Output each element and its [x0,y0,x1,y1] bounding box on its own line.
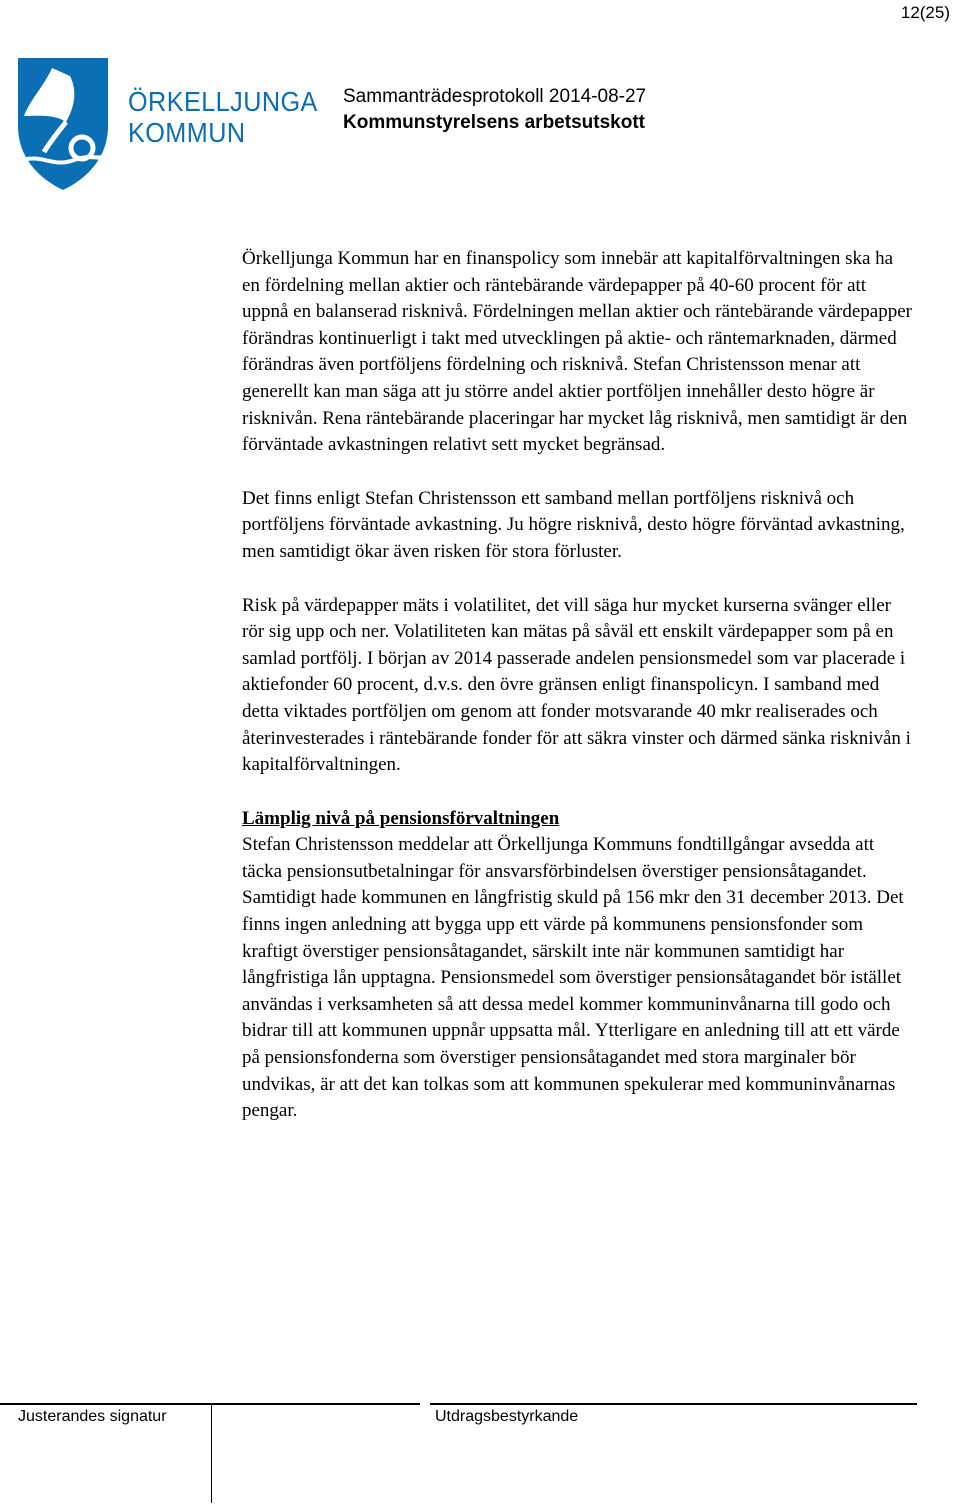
signature-label-left: Justerandes signatur [18,1408,167,1425]
document-header [343,84,646,136]
signature-label-right: Utdragsbestyrkande [435,1408,579,1425]
section-heading: Lämplig nivå på pensionsförvaltningen [242,807,560,829]
document-title: Sammanträdesprotokoll 2014-08-27 [343,86,647,107]
signature-box-divider [211,1403,212,1503]
signature-rule-right [430,1403,917,1405]
municipality-logo [14,56,318,192]
document-body [242,246,912,1152]
document-subtitle: Kommunstyrelsens arbetsutskott [343,112,645,133]
logo-line-2: KOMMUN [128,117,246,148]
section [242,806,912,1125]
body-paragraph: Det finns enligt Stefan Christensson ett samband mellan portföljens risknivå och portföljens förväntade avkastning. Ju högre risknivå, desto högre förväntad avkastning, men samtidigt ökar även risken för stora förluster. [242,487,905,562]
body-paragraph: Risk på värdepapper mäts i volatilitet, det vill säga hur mycket kurserna svänger eller rör sig upp och ner. Volatiliteten kan mätas på såväl ett enskilt värdepapper som på en samlad portfölj. I början av 2014 passerade andelen pensionsmedel som var placerade i aktiefonder 60 procent, d.v.s. den övre gränsen enligt finanspolicyn. I samband med detta viktades portföljen om genom att fonder motsvarande 40 mkr realiserades och återinvesterades i räntebärande fonder för att säkra vinster och därmed sänka risknivån i kapitalförvaltningen. [242,594,911,776]
body-paragraph: Örkelljunga Kommun har en finanspolicy som innebär att kapitalförvaltningen ska ha en fördelning mellan aktier och räntebärande värdepapper på 40-60 procent för att uppnå en balanserad risknivå. Fördelningen mellan aktier och räntebärande värdepapper förändras kontinuerligt i takt med utvecklingen på aktie- och räntemarknaden, därmed förändras även portföljens fördelning och risknivå. Stefan Christensson menar att generellt kan man säga att ju större andel aktier portföljen innehåller desto högre är risknivån. Rena räntebärande placeringar har mycket låg risknivå, men samtidigt är den förväntade avkastningen relativt sett mycket begränsad. [242,248,913,456]
coat-of-arms-icon [14,56,124,192]
logo-line-1: ÖRKELLJUNGA [128,86,318,117]
page-number: 12(25) [900,3,950,22]
section-paragraph: Stefan Christensson meddelar att Örkelljunga Kommuns fondtillgångar avsedda att täcka pensionsutbetalningar för ansvarsförbindelsen överstiger pensionsåtagandet. Samtidigt hade kommunen en långfristig skuld på 156 mkr den 31 december 2013. Det finns ingen anledning att bygga upp ett värde på kommunens pensionsfonder som kraftigt överstiger pensionsåtagandet, särskilt inte när kommunen samtidigt har långfristiga lån upptagna. Pensionsmedel som överstiger pensionsåtagandet bör istället användas i verksamheten så att dessa medel kommer kommuninvånarna till godo och bidrar till att kommunen uppnår uppsatta mål. Ytterligare en anledning till att ett värde på pensionsfonderna som överstiger pensionsåtagandet med stora marginaler bör undvikas, är att det kan tolkas som att kommunen spekulerar med kommuninvånarnas pengar. [242,834,904,1122]
logo-text [128,86,318,148]
signature-rule-left [0,1403,420,1405]
